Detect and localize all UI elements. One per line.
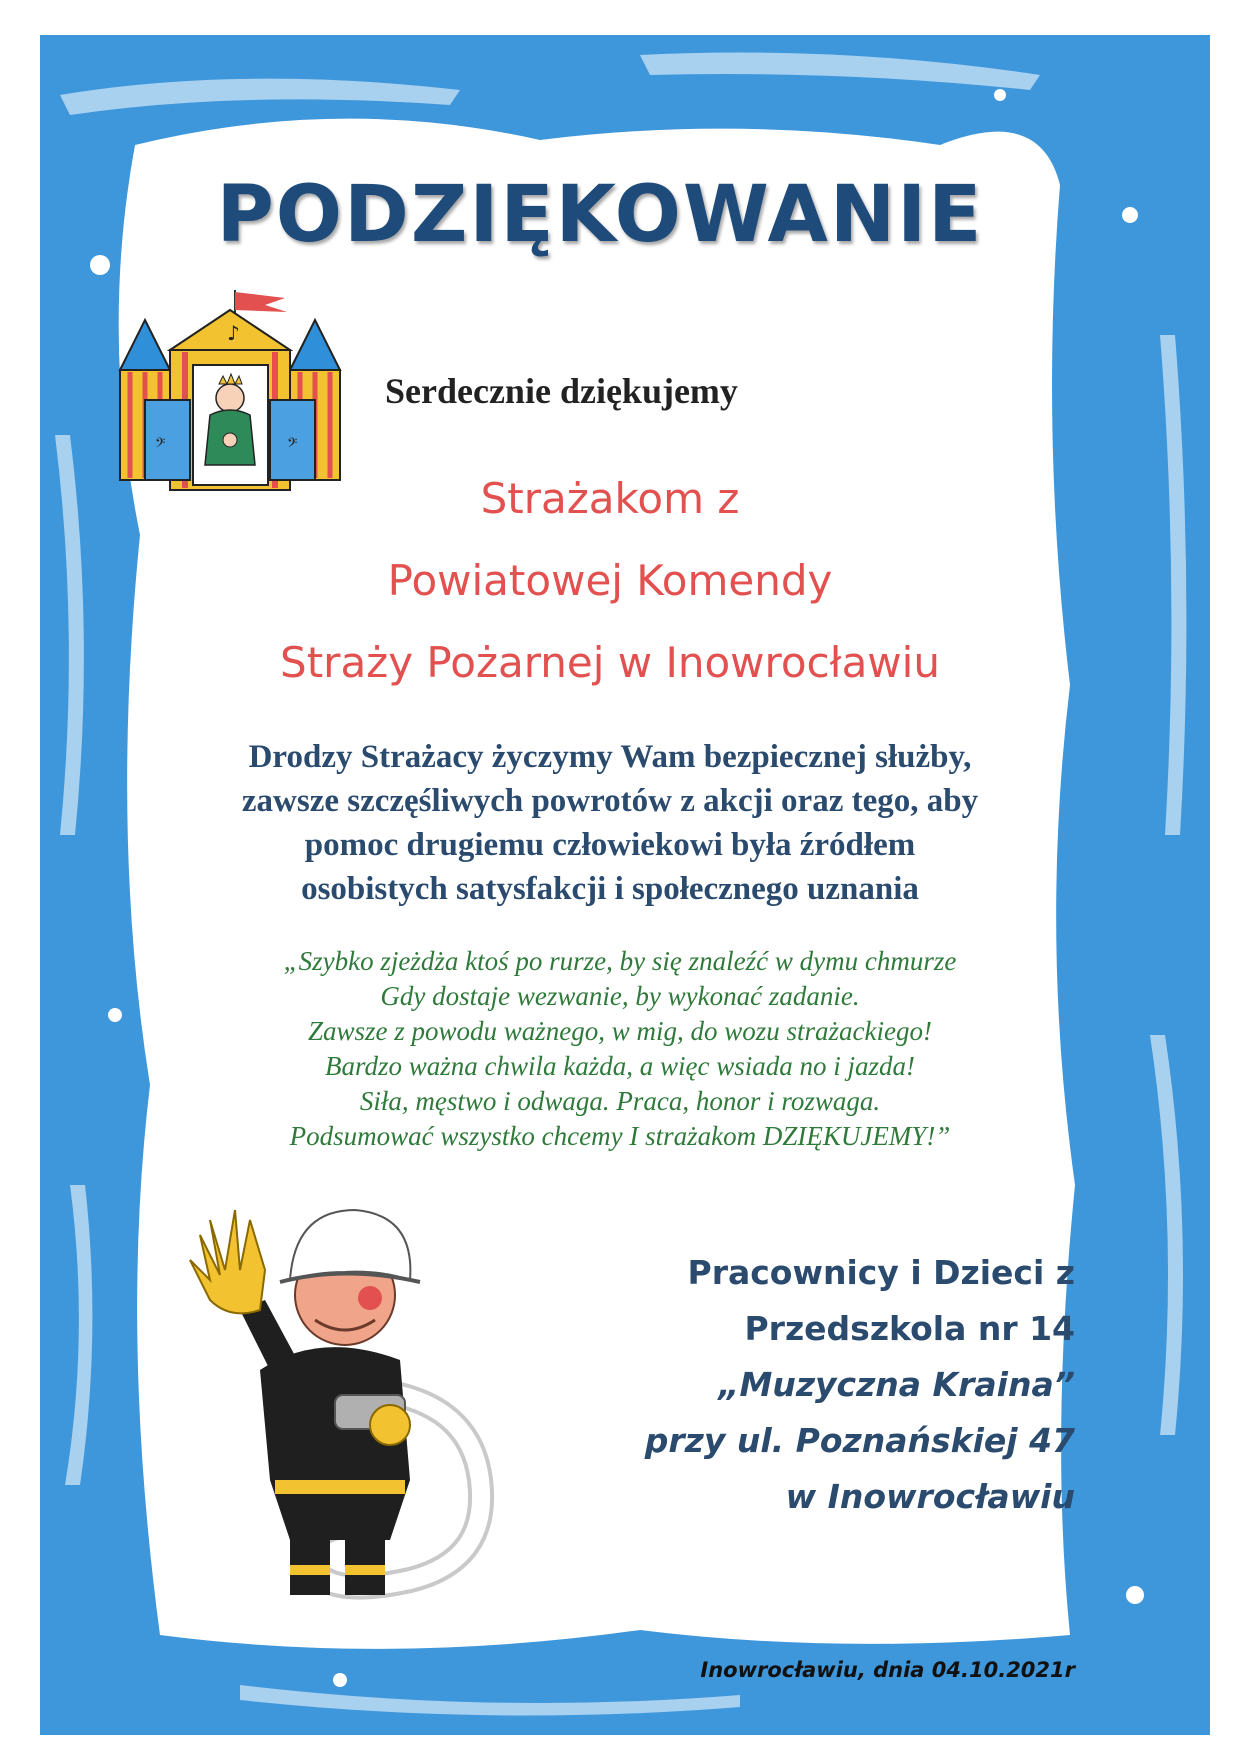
svg-text:𝄢: 𝄢 [155, 435, 166, 454]
wishes-paragraph [130, 735, 1090, 911]
firefighter-with-hose-icon [140, 1180, 560, 1610]
poem-line: „Szybko zjeżdża ktoś po rurze, by się znaleźć w dymu chmurze [283, 946, 957, 976]
signature-line: Pracownicy i Dzieci z [687, 1253, 1075, 1292]
date-line: Inowrocławiu, dnia 04.10.2021r [700, 1658, 1075, 1682]
signature-line: „Muzyczna Kraina” [718, 1365, 1075, 1404]
poem-line: Podsumować wszystko chcemy I strażakom DZIĘKUJEMY!” [289, 1121, 951, 1151]
wishes-line: osobistych satysfakcji i społecznego uznania [301, 871, 919, 907]
recipient-line: Straży Pożarnej w Inowrocławiu [280, 638, 940, 687]
greeting-text: Serdecznie dziękujemy [385, 371, 738, 411]
svg-text:♪: ♪ [227, 321, 240, 345]
wishes-line: pomoc drugiemu człowiekowi była źródłem [304, 827, 916, 863]
poem-line: Bardzo ważna chwila każda, a więc wsiada no i jazda! [324, 1051, 915, 1081]
recipient-line: Powiatowej Komendy [387, 556, 833, 605]
signature-line: w Inowrocławiu [785, 1477, 1075, 1516]
signature-line: przy ul. Poznańskiej 47 [644, 1421, 1075, 1460]
poem-line: Siła, męstwo i odwaga. Praca, honor i rozwaga. [359, 1086, 881, 1116]
recipient-line: Strażakom z [480, 474, 740, 523]
wishes-line: zawsze szczęśliwych powrotów z akcji oraz tego, aby [241, 783, 979, 819]
signature-block [600, 1245, 1075, 1525]
wishes-line: Drodzy Strażacy życzymy Wam bezpiecznej służby, [248, 739, 972, 775]
poem-block [120, 944, 1120, 1154]
poem-line: Zawsze z powodu ważnego, w mig, do wozu strażackiego! [307, 1016, 933, 1046]
page-title: PODZIĘKOWANIE [216, 170, 984, 260]
svg-text:𝄢: 𝄢 [287, 435, 298, 454]
signature-line: Przedszkola nr 14 [744, 1309, 1075, 1348]
poem-line: Gdy dostaje wezwanie, by wykonać zadanie. [380, 981, 860, 1011]
recipient-block [150, 458, 1070, 704]
